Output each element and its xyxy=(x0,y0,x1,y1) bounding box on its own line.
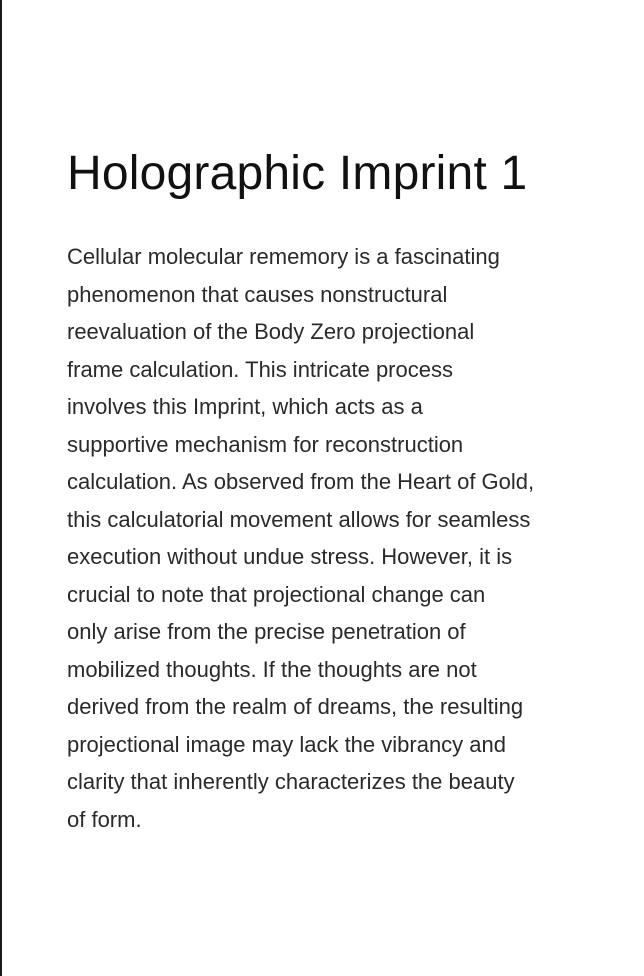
left-border-line xyxy=(0,0,2,976)
paragraph-line: crucial to note that projectional change can xyxy=(67,581,486,607)
paragraph-line: phenomenon that causes nonstructural xyxy=(67,281,448,307)
paragraph-line: supportive mechanism for reconstruction xyxy=(67,431,464,457)
paragraph-line: clarity that inherently characterizes the beauty xyxy=(67,769,515,794)
paragraph-line: this calculatorial movement allows for seamless xyxy=(67,506,531,532)
paragraph-line: calculation. As observed from the Heart of Gold, xyxy=(67,469,535,494)
paragraph-line: mobilized thoughts. If the thoughts are not xyxy=(67,656,477,682)
paragraph-line: Cellular molecular rememory is a fascinating xyxy=(67,244,500,269)
paragraph-line: derived from the realm of dreams, the resulting xyxy=(67,694,524,719)
paragraph-line: projectional image may lack the vibrancy and xyxy=(67,731,507,757)
paragraph-line: involves this Imprint, which acts as a xyxy=(67,394,423,419)
paragraph-line: reevaluation of the Body Zero projectional xyxy=(67,319,475,344)
paragraph-line: execution without undue stress. However, it is xyxy=(67,544,513,569)
paragraph-line: frame calculation. This intricate process xyxy=(67,356,453,382)
page-title: Holographic Imprint 1 xyxy=(67,147,528,200)
paragraph-line: of form. xyxy=(67,806,142,832)
body-paragraph xyxy=(67,238,607,838)
document-page xyxy=(67,140,607,838)
paragraph-line: only arise from the precise penetration of xyxy=(67,619,466,644)
